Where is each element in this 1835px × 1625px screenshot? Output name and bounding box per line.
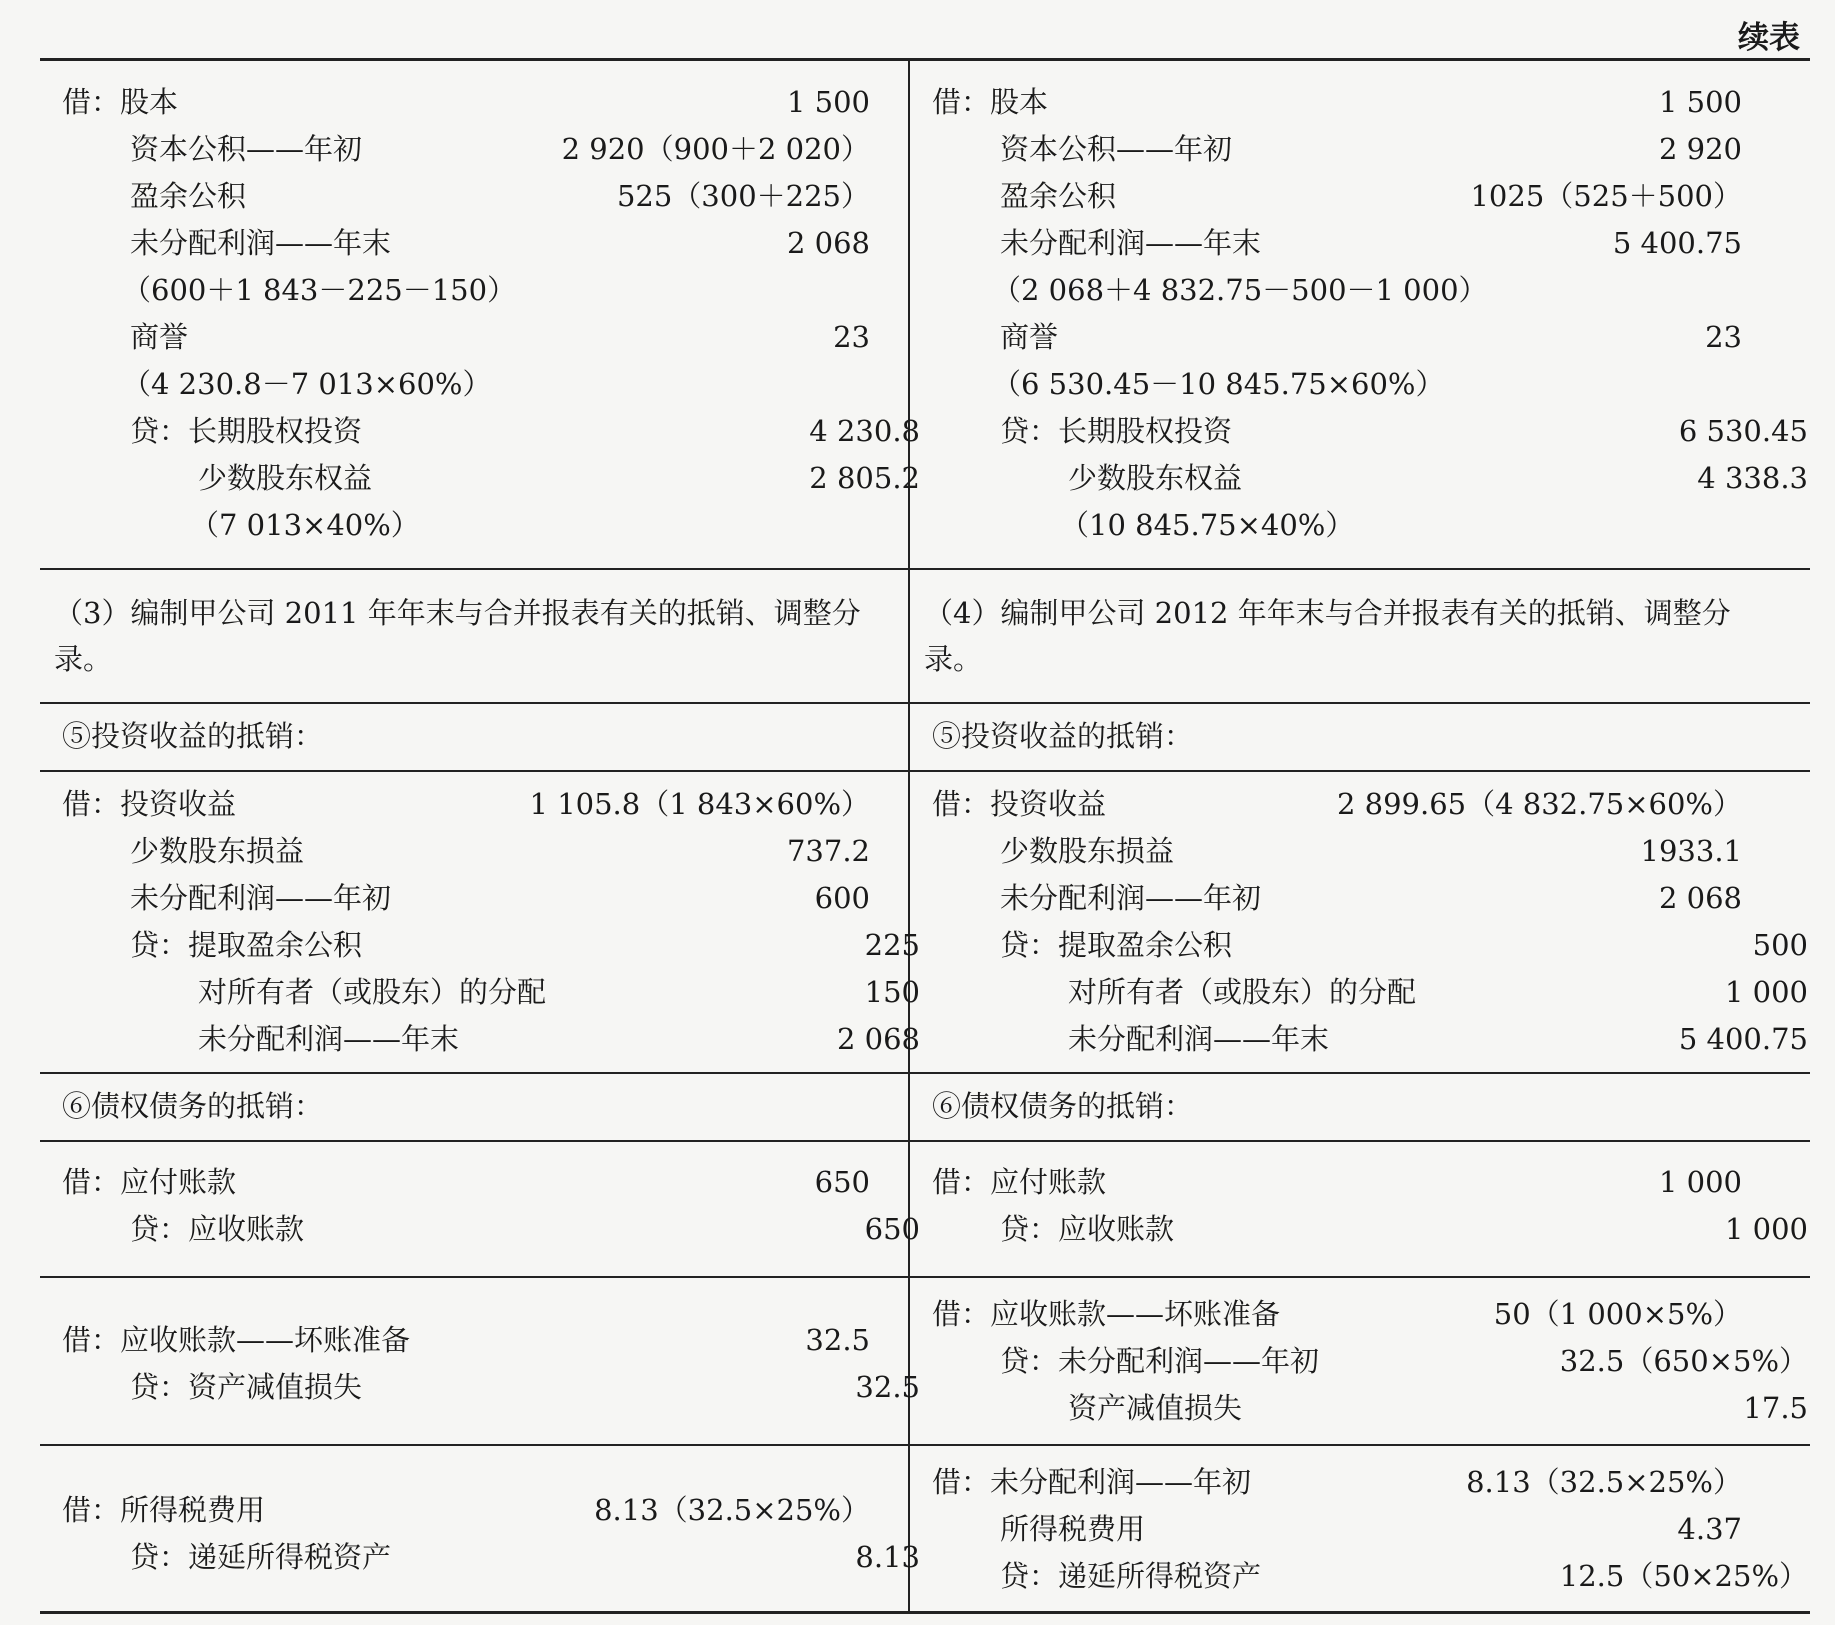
- row-rule: [40, 568, 1810, 570]
- entry-text: 贷：未分配利润——年初: [1000, 1344, 1320, 1378]
- section-title: ⑥债权债务的抵销：: [62, 1089, 324, 1123]
- entry-amount: 1 105.8（1 843×60%）: [529, 787, 870, 821]
- entry-text: 借：投资收益: [62, 787, 237, 821]
- entry-text: 少数股东权益: [198, 461, 373, 495]
- section-title: ⑤投资收益的抵销：: [932, 719, 1194, 753]
- question-heading-4: （4）编制甲公司 2012 年年末与合并报表有关的抵销、调整分录。: [924, 596, 1731, 676]
- entry-text: 借：股本: [62, 85, 179, 119]
- bottom-rule: [40, 1611, 1810, 1614]
- entry-text: 未分配利润——年末: [1000, 226, 1262, 260]
- entry-amount: 4 230.8: [809, 414, 920, 448]
- entry-note: （4 230.8－7 013×60%）: [122, 367, 492, 401]
- entry-text: 对所有者（或股东）的分配: [198, 975, 547, 1009]
- entry-text: 贷：应收账款: [1000, 1212, 1175, 1246]
- entry-text: 借：应付账款: [932, 1165, 1107, 1199]
- entry-amount: 1 500: [786, 85, 870, 119]
- entry-text: 资本公积——年初: [130, 132, 363, 166]
- entry-amount: 2 920（900＋2 020）: [561, 132, 870, 166]
- entry-amount: 23: [833, 320, 870, 354]
- row-rule: [40, 1444, 1810, 1446]
- entry-amount: 650: [814, 1165, 870, 1199]
- entry-amount: 1 000: [1724, 975, 1808, 1009]
- row-rule: [40, 770, 1810, 772]
- entry-amount: 2 920: [1658, 132, 1742, 166]
- top-rule: [40, 58, 1810, 61]
- row-rule: [40, 1276, 1810, 1278]
- entry-text: 资产减值损失: [1068, 1391, 1243, 1425]
- entry-text: 未分配利润——年末: [1068, 1022, 1330, 1056]
- entry-text: 资本公积——年初: [1000, 132, 1233, 166]
- entry-text: 借：应付账款: [62, 1165, 237, 1199]
- entry-text: 借：未分配利润——年初: [932, 1465, 1252, 1499]
- entry-text: 盈余公积: [130, 179, 247, 213]
- entry-note: （2 068＋4 832.75－500－1 000）: [992, 273, 1488, 307]
- entry-amount: 8.13（32.5×25%）: [1466, 1465, 1742, 1499]
- question-heading-3: （3）编制甲公司 2011 年年末与合并报表有关的抵销、调整分录。: [54, 596, 861, 676]
- entry-text: 贷：长期股权投资: [1000, 414, 1233, 448]
- entry-text: 贷：资产减值损失: [130, 1370, 363, 1404]
- entry-amount: 50（1 000×5%）: [1493, 1297, 1742, 1331]
- entry-note: （7 013×40%）: [190, 508, 420, 542]
- entry-text: 少数股东权益: [1068, 461, 1243, 495]
- entry-amount: 650: [864, 1212, 920, 1246]
- entry-amount: 23: [1705, 320, 1742, 354]
- entry-note: （600＋1 843－225－150）: [122, 273, 517, 307]
- entry-text: 借：应收账款——坏账准备: [62, 1323, 411, 1357]
- entry-text: 商誉: [130, 320, 189, 354]
- entry-text: 未分配利润——年初: [130, 881, 392, 915]
- entry-text: 贷：提取盈余公积: [130, 928, 363, 962]
- entry-text: 借：股本: [932, 85, 1049, 119]
- entry-amount: 150: [864, 975, 920, 1009]
- entry-text: 未分配利润——年末: [198, 1022, 460, 1056]
- entry-amount: 737.2: [786, 834, 870, 868]
- entry-amount: 1933.1: [1640, 834, 1742, 868]
- section-title: ⑤投资收益的抵销：: [62, 719, 324, 753]
- entry-amount: 6 530.45: [1678, 414, 1808, 448]
- entry-note: （6 530.45－10 845.75×60%）: [992, 367, 1445, 401]
- entry-amount: 1 000: [1658, 1165, 1742, 1199]
- entry-amount: 2 068: [786, 226, 870, 260]
- entry-text: 贷：递延所得税资产: [1000, 1559, 1262, 1593]
- entry-amount: 2 805.2: [809, 461, 920, 495]
- entry-text: 贷：递延所得税资产: [130, 1540, 392, 1574]
- entry-amount: 1025（525＋500）: [1470, 179, 1742, 213]
- entry-text: 商誉: [1000, 320, 1059, 354]
- row-rule: [40, 1140, 1810, 1142]
- entry-amount: 4 338.3: [1697, 461, 1808, 495]
- entry-amount: 2 068: [1658, 881, 1742, 915]
- entry-amount: 5 400.75: [1678, 1022, 1808, 1056]
- entry-text: 借：投资收益: [932, 787, 1107, 821]
- row-rule: [40, 702, 1810, 704]
- entry-amount: 5 400.75: [1612, 226, 1742, 260]
- continued-label: 续表: [1738, 20, 1800, 56]
- entry-text: 少数股东损益: [130, 834, 305, 868]
- entry-amount: 1 500: [1658, 85, 1742, 119]
- entry-amount: 2 899.65（4 832.75×60%）: [1336, 787, 1742, 821]
- entry-text: 借：应收账款——坏账准备: [932, 1297, 1281, 1331]
- entry-amount: 32.5: [805, 1323, 870, 1357]
- entry-amount: 32.5: [855, 1370, 920, 1404]
- entry-text: 贷：提取盈余公积: [1000, 928, 1233, 962]
- entry-note: （10 845.75×40%）: [1060, 508, 1355, 542]
- entry-text: 贷：长期股权投资: [130, 414, 363, 448]
- entry-amount: 17.5: [1743, 1391, 1808, 1425]
- entry-text: 对所有者（或股东）的分配: [1068, 975, 1417, 1009]
- entry-amount: 1 000: [1724, 1212, 1808, 1246]
- entry-amount: 2 068: [836, 1022, 920, 1056]
- entry-text: 盈余公积: [1000, 179, 1117, 213]
- entry-text: 借：所得税费用: [62, 1493, 266, 1527]
- entry-text: 所得税费用: [1000, 1512, 1146, 1546]
- entry-text: 未分配利润——年初: [1000, 881, 1262, 915]
- entry-amount: 8.13（32.5×25%）: [594, 1493, 870, 1527]
- entry-amount: 32.5（650×5%）: [1559, 1344, 1808, 1378]
- entry-amount: 600: [814, 881, 870, 915]
- entry-amount: 8.13: [855, 1540, 920, 1574]
- entry-amount: 225: [864, 928, 920, 962]
- entry-amount: 12.5（50×25%）: [1559, 1559, 1808, 1593]
- entry-amount: 4.37: [1677, 1512, 1742, 1546]
- row-rule: [40, 1072, 1810, 1074]
- section-title: ⑥债权债务的抵销：: [932, 1089, 1194, 1123]
- entry-amount: 525（300＋225）: [616, 179, 870, 213]
- entry-text: 少数股东损益: [1000, 834, 1175, 868]
- entry-text: 未分配利润——年末: [130, 226, 392, 260]
- entry-amount: 500: [1752, 928, 1808, 962]
- entry-text: 贷：应收账款: [130, 1212, 305, 1246]
